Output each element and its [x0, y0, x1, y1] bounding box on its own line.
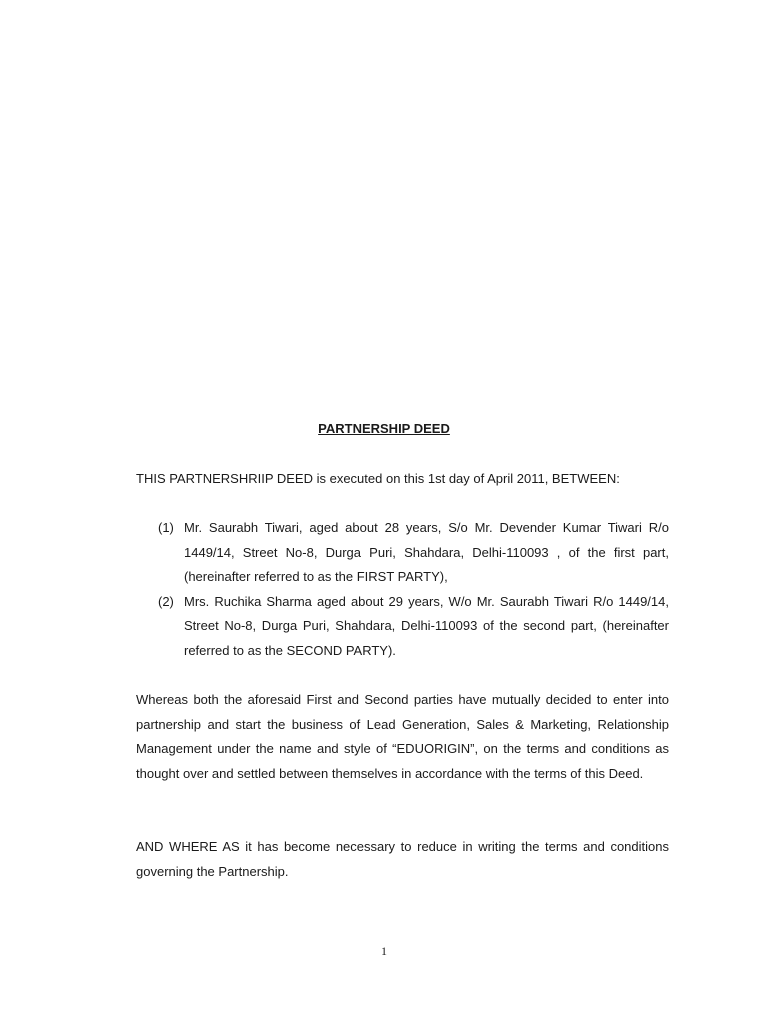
intro-paragraph: THIS PARTNERSHRIIP DEED is executed on this 1st day of April 2011, BETWEEN: — [136, 471, 620, 486]
party-number: (1) — [158, 520, 174, 535]
party-item-first — [136, 516, 669, 590]
page-number: 1 — [381, 944, 387, 958]
party-number: (2) — [158, 593, 174, 609]
party-item-second — [136, 590, 669, 664]
and-whereas-paragraph: AND WHERE AS it has become necessary to reduce in writing the terms and conditions governing the Partnership. — [136, 839, 669, 879]
whereas-paragraph: Whereas both the aforesaid First and Second parties have mutually decided to enter into partnership and start the business of Lead Generation, Sales & Marketing, Relationship Management under the name and style of “EDUORIGIN”, on the terms and conditions as thought over and settled between themselves in accordance with the terms of this Deed. — [136, 692, 669, 781]
party-text: Mrs. Ruchika Sharma aged about 29 years, W/o Mr. Saurabh Tiwari R/o 1449/14, Street No-8, Durga Puri, Shahdara, Delhi-110093 of the second part, (hereinafter referred to as the SECOND PARTY). — [184, 593, 669, 658]
document-title: PARTNERSHIP DEED — [318, 421, 450, 436]
parties-list — [136, 516, 669, 663]
party-text: Mr. Saurabh Tiwari, aged about 28 years, S/o Mr. Devender Kumar Tiwari R/o 1449/14, Street No-8, Durga Puri, Shahdara, Delhi-110093 , of the first part, (hereinafter referred to as the FIRST PARTY), — [184, 520, 669, 584]
